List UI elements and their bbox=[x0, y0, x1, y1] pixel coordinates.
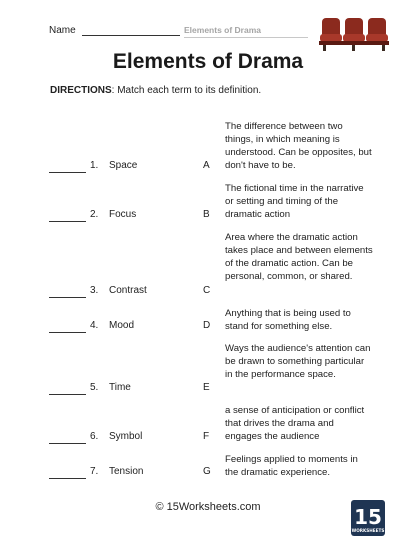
item-number: 5. bbox=[90, 382, 99, 393]
logo-text: WORKSHEETS bbox=[351, 528, 385, 533]
theater-seats-icon bbox=[319, 14, 389, 52]
item-number: 1. bbox=[90, 160, 99, 171]
item-term: Time bbox=[109, 382, 131, 393]
item-number: 4. bbox=[90, 320, 99, 331]
item-term: Mood bbox=[109, 320, 135, 331]
page-title: Elements of Drama bbox=[112, 50, 304, 73]
definition-text: Anything that is being used to stand for something else. bbox=[225, 308, 351, 332]
directions bbox=[50, 85, 261, 96]
directions-text: : Match each term to its definition. bbox=[111, 85, 262, 96]
definition-text: a sense of anticipation or conflict that drives the drama and engages the audience bbox=[225, 405, 365, 442]
answer-blank-2[interactable] bbox=[49, 221, 86, 222]
item-term: Contrast bbox=[109, 285, 147, 296]
definition-letter: F bbox=[203, 431, 210, 442]
definition-letter: A bbox=[203, 160, 210, 171]
definition-letter: E bbox=[203, 382, 210, 393]
seat-2 bbox=[343, 18, 365, 42]
item-number: 6. bbox=[90, 431, 99, 442]
answer-blank-3[interactable] bbox=[49, 297, 86, 298]
name-field-line[interactable] bbox=[82, 35, 180, 36]
directions-label: DIRECTIONS bbox=[50, 85, 112, 96]
footer-copyright: © 15Worksheets.com bbox=[155, 501, 261, 513]
name-label: Name bbox=[49, 25, 76, 36]
item-term: Tension bbox=[109, 466, 144, 477]
answer-blank-5[interactable] bbox=[49, 394, 86, 395]
definition-text: Area where the dramatic action takes place and between elements of the dramatic action. Can be personal, common, or shared. bbox=[225, 232, 373, 282]
worksheet-header-title: Elements of Drama bbox=[184, 25, 261, 35]
definition-text: Ways the audience's attention can be drawn to something particular in the performance space. bbox=[225, 343, 371, 380]
answer-blank-7[interactable] bbox=[49, 478, 86, 479]
item-term: Symbol bbox=[109, 431, 143, 442]
answer-blank-6[interactable] bbox=[49, 443, 86, 444]
header-rule bbox=[184, 37, 308, 38]
answer-blank-1[interactable] bbox=[49, 172, 86, 173]
item-number: 7. bbox=[90, 466, 99, 477]
definition-text: The difference between two things, in which meaning is understood. Can be opposites, but don't have to be. bbox=[225, 121, 372, 171]
definition-letter: G bbox=[203, 466, 211, 477]
definition-text: The fictional time in the narrative or setting and timing of the dramatic action bbox=[225, 183, 364, 220]
item-number: 2. bbox=[90, 209, 99, 220]
answer-blank-4[interactable] bbox=[49, 332, 86, 333]
definition-letter: D bbox=[203, 320, 211, 331]
item-term: Space bbox=[109, 160, 138, 171]
item-number: 3. bbox=[90, 285, 99, 296]
definition-text: Feelings applied to moments in the dramatic experience. bbox=[225, 454, 358, 478]
seat-3 bbox=[366, 18, 388, 42]
item-term: Focus bbox=[109, 209, 137, 220]
logo-number: 15 bbox=[354, 505, 382, 529]
worksheets-logo-icon bbox=[351, 500, 385, 536]
definition-letter: C bbox=[203, 285, 211, 296]
definition-letter: B bbox=[203, 209, 210, 220]
seat-1 bbox=[320, 18, 342, 42]
